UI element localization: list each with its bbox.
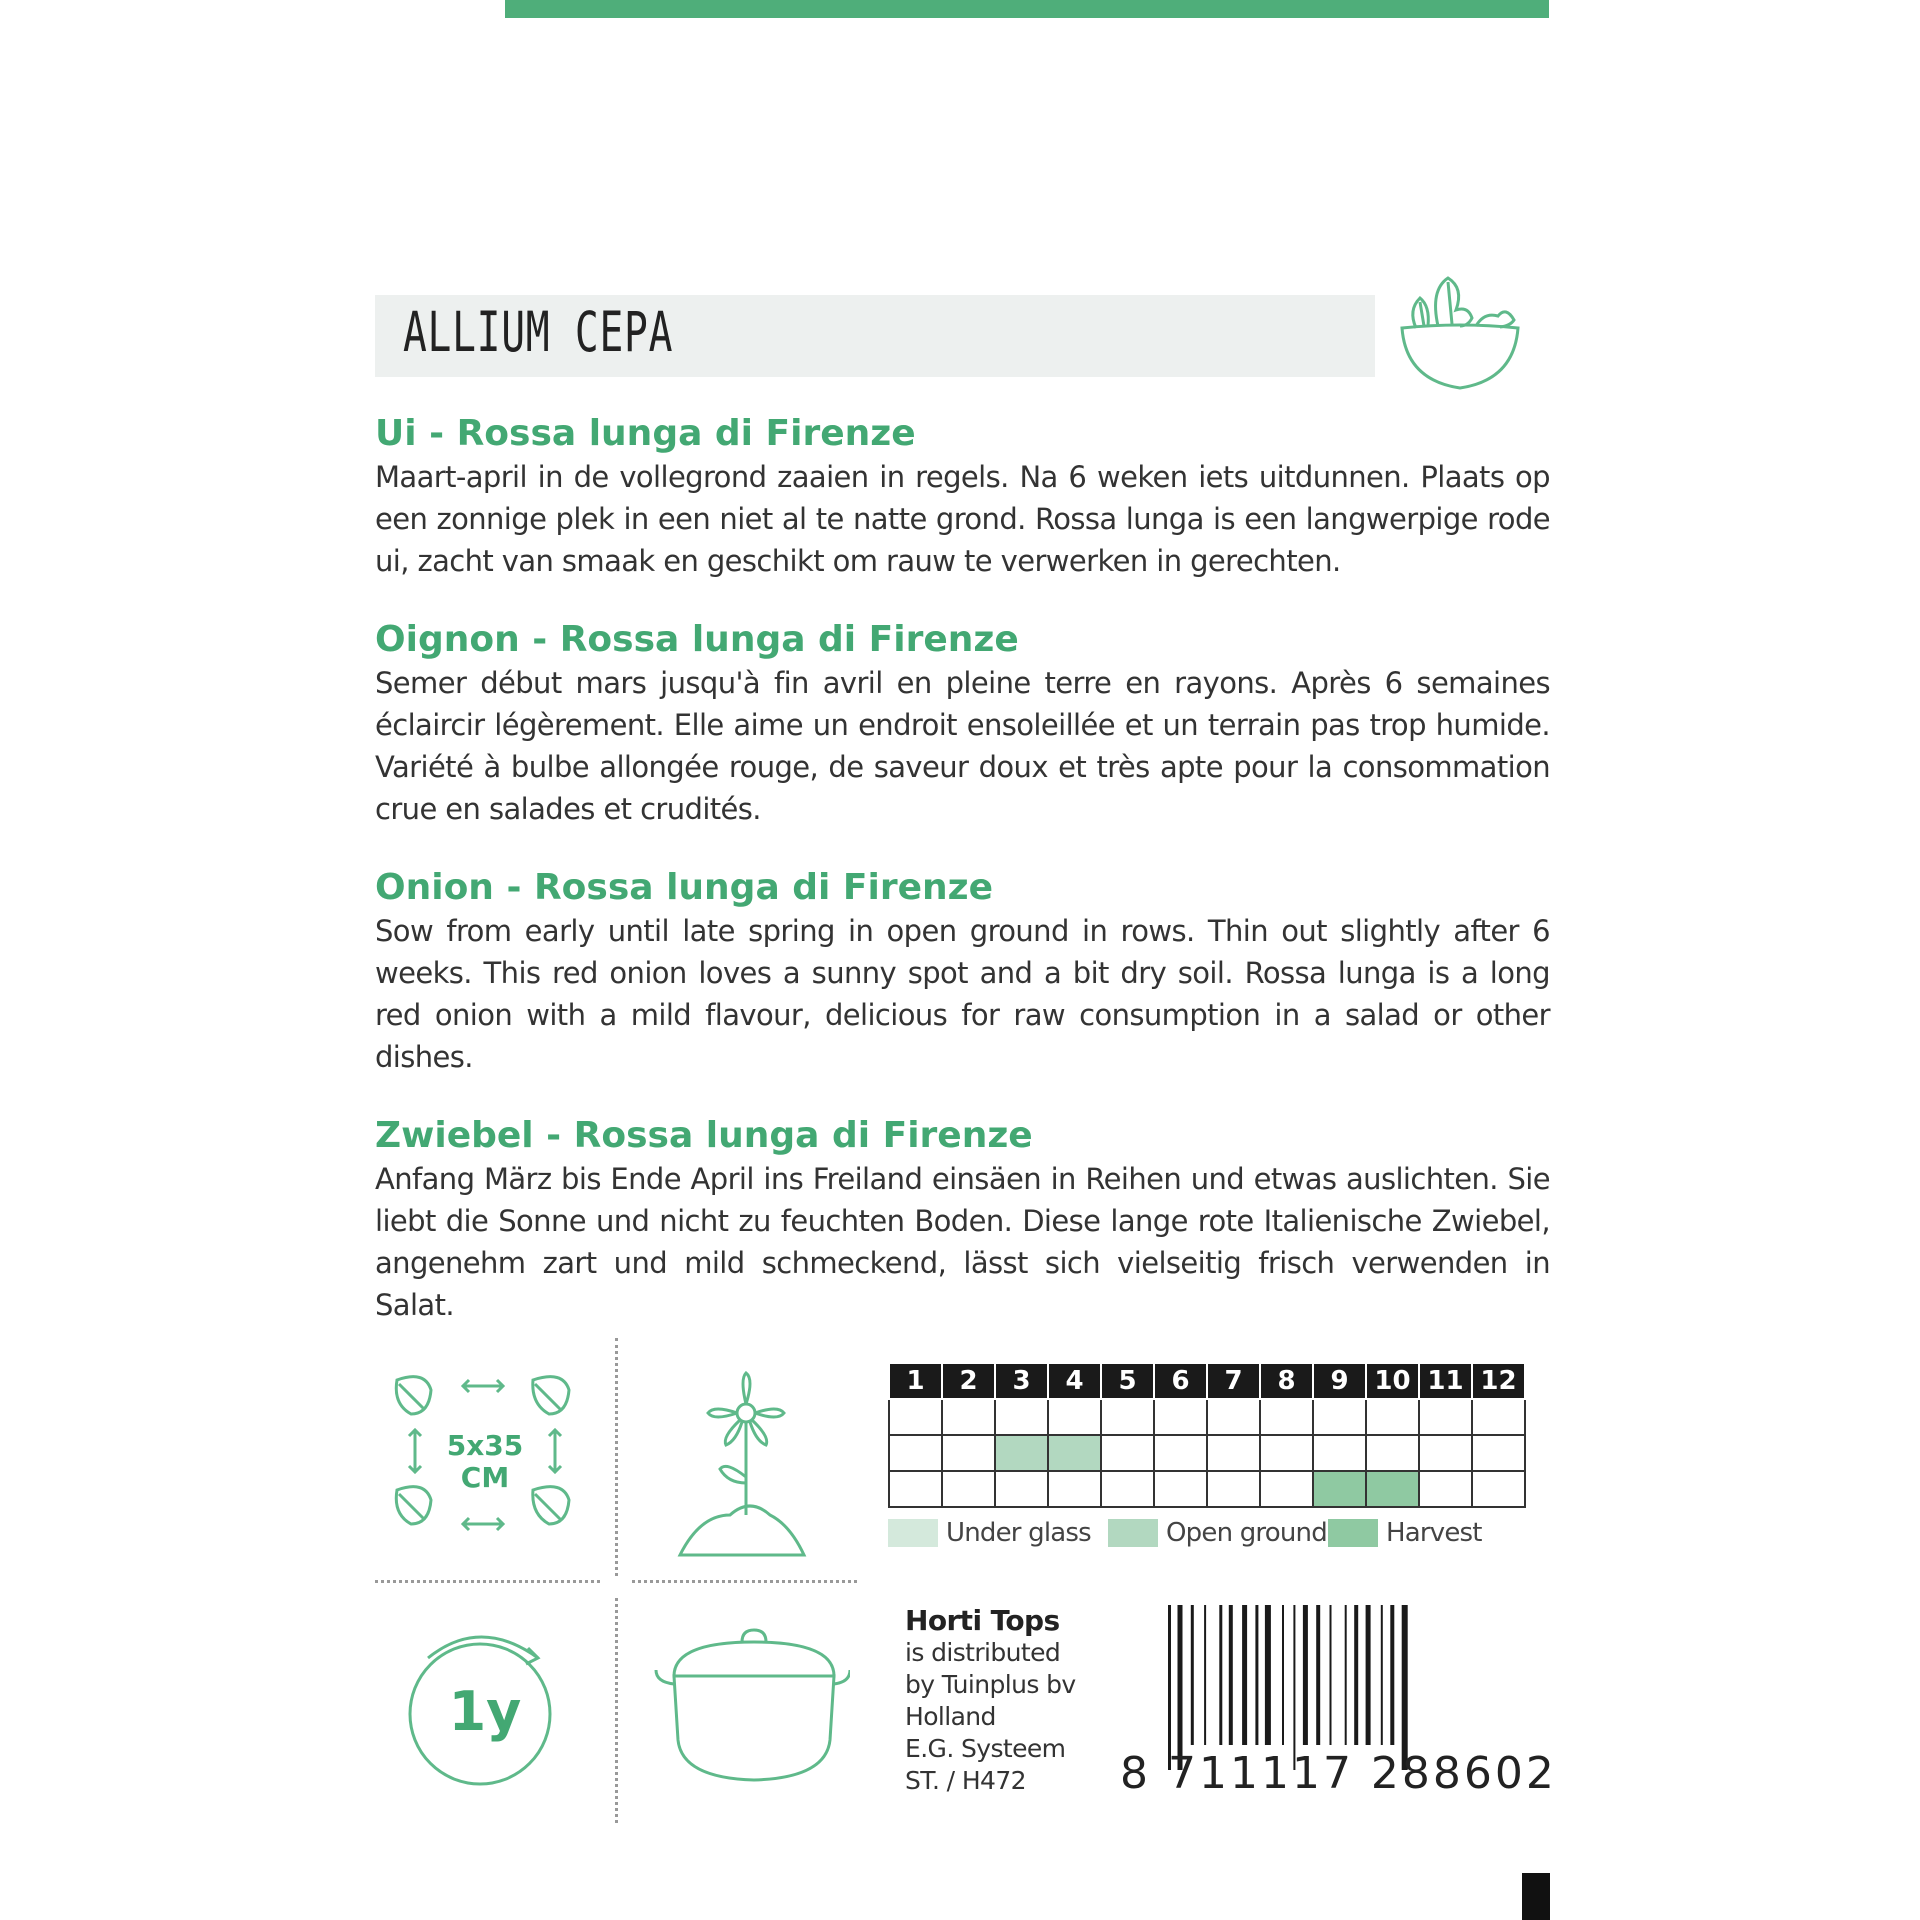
calendar-cell bbox=[1366, 1435, 1419, 1471]
barcode bbox=[1160, 1605, 1550, 1770]
month-header: 5 bbox=[1101, 1363, 1154, 1399]
sowing-calendar bbox=[888, 1362, 1526, 1508]
month-header: 9 bbox=[1313, 1363, 1366, 1399]
calendar-cell bbox=[1101, 1399, 1154, 1435]
distributor-line: is distributed bbox=[905, 1638, 1061, 1667]
calendar-cell bbox=[1048, 1399, 1101, 1435]
calendar-cell bbox=[889, 1435, 942, 1471]
barcode-number: 8 711117 288602 bbox=[1120, 1748, 1557, 1799]
legend-item bbox=[888, 1518, 1091, 1548]
section-text: Semer début mars jusqu'à fin avril en pleine terre en rayons. Après 6 semaines éclaircir légèrement. Elle aime un endroit ensoleillée et un terrain pas trop humide. Variété à bulbe allongée rouge, de saveur doux et très apte pour la consommation crue en salades et crudités. bbox=[375, 666, 1550, 826]
calendar-row bbox=[889, 1399, 1525, 1435]
calendar-cell bbox=[1207, 1399, 1260, 1435]
calendar-cell bbox=[889, 1399, 942, 1435]
section-german bbox=[375, 1114, 1550, 1326]
calendar-cell bbox=[1048, 1471, 1101, 1507]
spacing-unit: CM bbox=[460, 1461, 510, 1494]
divider bbox=[375, 1574, 600, 1583]
barcode-bar bbox=[1204, 1605, 1206, 1745]
calendar-cell bbox=[1260, 1435, 1313, 1471]
month-header: 4 bbox=[1048, 1363, 1101, 1399]
calendar-cell bbox=[1419, 1399, 1472, 1435]
distributor-line: ST. / H472 bbox=[905, 1766, 1026, 1795]
calendar-cell bbox=[1472, 1435, 1525, 1471]
calendar-cell bbox=[1313, 1471, 1366, 1507]
calendar-cell bbox=[1366, 1399, 1419, 1435]
brand-name: Horti Tops bbox=[905, 1604, 1060, 1637]
sprout-icon bbox=[670, 1365, 810, 1565]
section-dutch bbox=[375, 412, 1550, 582]
calendar-cell bbox=[1472, 1471, 1525, 1507]
month-header: 12 bbox=[1472, 1363, 1525, 1399]
divider bbox=[615, 1338, 618, 1576]
calendar-cell bbox=[1154, 1399, 1207, 1435]
calendar-cell bbox=[995, 1435, 1048, 1471]
section-title: Zwiebel - Rossa lunga di Firenze bbox=[375, 1115, 1033, 1156]
section-title: Onion - Rossa lunga di Firenze bbox=[375, 867, 994, 908]
month-header: 1 bbox=[889, 1363, 942, 1399]
calendar-cell bbox=[942, 1435, 995, 1471]
legend-swatch bbox=[888, 1519, 938, 1547]
legend-item bbox=[1108, 1518, 1327, 1548]
calendar-cell bbox=[1313, 1399, 1366, 1435]
legend-label: Harvest bbox=[1386, 1518, 1482, 1548]
calendar-cell bbox=[1207, 1435, 1260, 1471]
barcode-bar bbox=[1191, 1605, 1194, 1745]
month-header: 7 bbox=[1207, 1363, 1260, 1399]
calendar-cell bbox=[1260, 1399, 1313, 1435]
barcode-bar bbox=[1366, 1605, 1371, 1745]
section-french bbox=[375, 618, 1550, 830]
calendar-cell bbox=[1048, 1435, 1101, 1471]
barcode-bar bbox=[1229, 1605, 1233, 1745]
barcode-bar bbox=[1219, 1605, 1222, 1745]
calendar-cell bbox=[1207, 1471, 1260, 1507]
month-header: 6 bbox=[1154, 1363, 1207, 1399]
barcode-bar bbox=[1282, 1605, 1284, 1745]
section-title: Oignon - Rossa lunga di Firenze bbox=[375, 619, 1019, 660]
calendar-cell bbox=[889, 1471, 942, 1507]
calendar-cell bbox=[1366, 1471, 1419, 1507]
calendar-cell bbox=[1154, 1471, 1207, 1507]
barcode-bar bbox=[1345, 1605, 1347, 1745]
month-header: 10 bbox=[1366, 1363, 1419, 1399]
pot-icon bbox=[650, 1620, 850, 1790]
calendar-cell bbox=[1260, 1471, 1313, 1507]
barcode-bar bbox=[1265, 1605, 1271, 1745]
section-title: Ui - Rossa lunga di Firenze bbox=[375, 413, 916, 454]
divider bbox=[615, 1598, 618, 1823]
distributor-line: Holland bbox=[905, 1702, 996, 1731]
print-mark bbox=[1522, 1873, 1550, 1920]
distributor-line: E.G. Systeem bbox=[905, 1734, 1066, 1763]
calendar-cell bbox=[1419, 1435, 1472, 1471]
calendar-cell bbox=[995, 1399, 1048, 1435]
calendar-cell bbox=[1313, 1435, 1366, 1471]
section-english bbox=[375, 866, 1550, 1078]
lifecycle-label: 1y bbox=[448, 1680, 522, 1743]
barcode-bar bbox=[1402, 1605, 1408, 1770]
legend-swatch bbox=[1108, 1519, 1158, 1547]
calendar-cell bbox=[942, 1399, 995, 1435]
month-header: 2 bbox=[942, 1363, 995, 1399]
barcode-bar bbox=[1390, 1605, 1394, 1745]
calendar-row bbox=[889, 1435, 1525, 1471]
month-header: 11 bbox=[1419, 1363, 1472, 1399]
calendar-cell bbox=[1419, 1471, 1472, 1507]
barcode-bar bbox=[1293, 1605, 1295, 1770]
section-text: Sow from early until late spring in open ground in rows. Thin out slightly after 6 weeks. This red onion loves a sunny spot and a bit dry soil. Rossa lunga is a long red onion with a mild flavour, delicious for raw consumption in a salad or other dishes. bbox=[375, 914, 1550, 1074]
legend-label: Open ground bbox=[1166, 1518, 1327, 1548]
spacing-value: 5x35 bbox=[446, 1429, 524, 1462]
salad-bowl-icon bbox=[1390, 270, 1530, 400]
distributor-line: by Tuinplus bv bbox=[905, 1670, 1076, 1699]
top-color-bar bbox=[505, 0, 1549, 18]
divider bbox=[632, 1574, 857, 1583]
barcode-bar bbox=[1316, 1605, 1320, 1745]
calendar-cell bbox=[995, 1471, 1048, 1507]
barcode-bar bbox=[1255, 1605, 1258, 1745]
barcode-bar bbox=[1178, 1605, 1183, 1770]
calendar-row bbox=[889, 1471, 1525, 1507]
section-text: Anfang März bis Ende April ins Freiland einsäen in Reihen und etwas auslichten. Sie liebt die Sonne und nicht zu feuchten Boden. Diese lange rote Italienische Zwiebel, angenehm zart und mild schmeckend, lässt sich vielseitig frisch verwenden in Salat. bbox=[375, 1162, 1550, 1322]
month-header: 3 bbox=[995, 1363, 1048, 1399]
month-header: 8 bbox=[1260, 1363, 1313, 1399]
barcode-bar bbox=[1354, 1605, 1358, 1745]
spacing-label bbox=[440, 1430, 530, 1494]
barcode-bar bbox=[1381, 1605, 1383, 1745]
legend-swatch bbox=[1328, 1519, 1378, 1547]
calendar-cell bbox=[1101, 1435, 1154, 1471]
barcode-bar bbox=[1303, 1605, 1308, 1745]
barcode-bar bbox=[1168, 1605, 1171, 1770]
calendar-cell bbox=[942, 1471, 995, 1507]
barcode-bar bbox=[1242, 1605, 1247, 1745]
calendar-cell bbox=[1101, 1471, 1154, 1507]
species-name: ALLIUM CEPA bbox=[403, 300, 674, 364]
calendar-cell bbox=[1472, 1399, 1525, 1435]
distributor-info bbox=[905, 1605, 1076, 1797]
barcode-bar bbox=[1330, 1605, 1332, 1745]
legend-label: Under glass bbox=[946, 1518, 1091, 1548]
section-text: Maart-april in de vollegrond zaaien in regels. Na 6 weken iets uitdunnen. Plaats op een zonnige plek in een niet al te natte grond. Rossa lunga is een langwerpige rode ui, zacht van smaak en geschikt om rauw te verwerken in gerechten. bbox=[375, 460, 1550, 578]
legend-item bbox=[1328, 1518, 1482, 1548]
calendar-cell bbox=[1154, 1435, 1207, 1471]
